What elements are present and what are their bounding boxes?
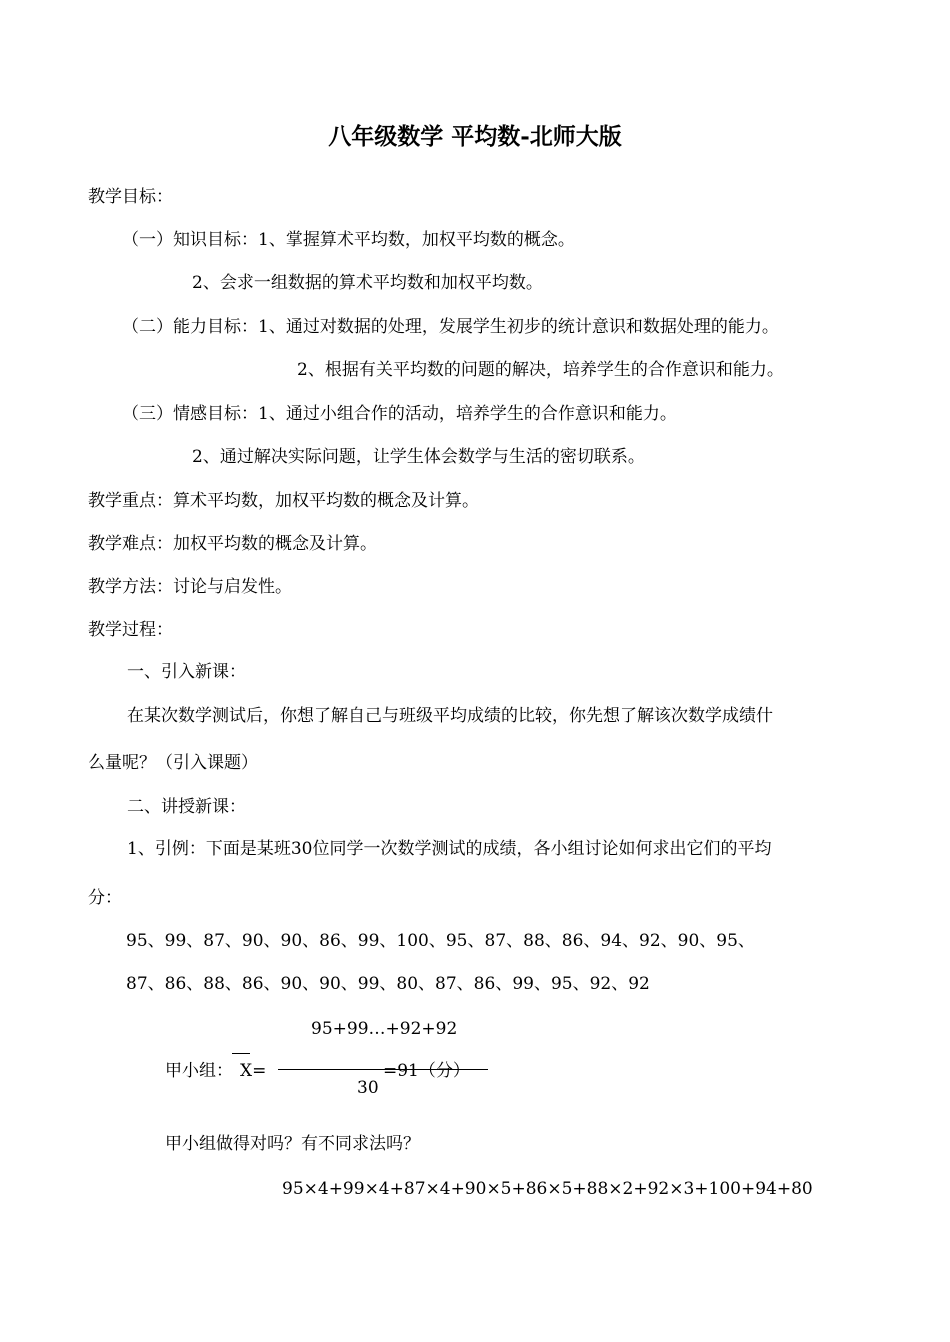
section-intro-heading: 一、引入新课： [127, 662, 246, 682]
objectives-heading: 教学目标： [88, 187, 173, 207]
key-points: 教学重点：算术平均数，加权平均数的概念及计算。 [88, 491, 479, 511]
scores-line1: 95、99、87、90、90、86、99、100、95、87、88、86、94、92、90、95、 [126, 931, 755, 951]
question-text: 甲小组做得对吗？有不同求法吗？ [165, 1134, 420, 1154]
mean-overbar [232, 1053, 250, 1054]
objective-emotion-line2: 2、通过解决实际问题，让学生体会数学与生活的密切联系。 [192, 447, 645, 467]
difficulties: 教学难点：加权平均数的概念及计算。 [88, 534, 377, 554]
example-line1: 1、引例：下面是某班30位同学一次数学测试的成绩，各小组讨论如何求出它们的平均 [127, 839, 772, 859]
formula-numerator: 95+99…+92+92 [311, 1019, 458, 1039]
weighted-numerator: 95×4+99×4+87×4+90×5+86×5+88×2+92×3+100+94+80 [282, 1179, 813, 1199]
page-title: 八年级数学 平均数-北师大版 [328, 123, 622, 150]
intro-paragraph-line1: 在某次数学测试后，你想了解自己与班级平均成绩的比较，你先想了解该次数学成绩什 [127, 706, 773, 726]
intro-paragraph-line2: 么量呢？（引入课题） [88, 753, 258, 773]
example-line2: 分： [88, 888, 122, 908]
objective-knowledge-line2: 2、会求一组数据的算术平均数和加权平均数。 [192, 273, 543, 293]
objective-knowledge-line1: （一）知识目标：1、掌握算术平均数，加权平均数的概念。 [122, 230, 575, 250]
scores-line2: 87、86、88、86、90、90、99、80、87、86、99、95、92、92 [126, 974, 650, 994]
formula-x-equals: X= [240, 1061, 267, 1081]
objective-emotion-line1: （三）情感目标：1、通过小组合作的活动，培养学生的合作意识和能力。 [122, 404, 677, 424]
objective-ability-line2: 2、根据有关平均数的问题的解决，培养学生的合作意识和能力。 [297, 360, 784, 380]
section-teaching-heading: 二、讲授新课： [127, 797, 246, 817]
formula-result: =91（分） [383, 1061, 470, 1081]
formula-label: 甲小组： [165, 1061, 233, 1081]
objective-ability-line1: （二）能力目标：1、通过对数据的处理，发展学生初步的统计意识和数据处理的能力。 [122, 317, 779, 337]
formula-denominator: 30 [357, 1078, 379, 1098]
process-heading: 教学过程： [88, 620, 173, 640]
teaching-method: 教学方法：讨论与启发性。 [88, 577, 292, 597]
